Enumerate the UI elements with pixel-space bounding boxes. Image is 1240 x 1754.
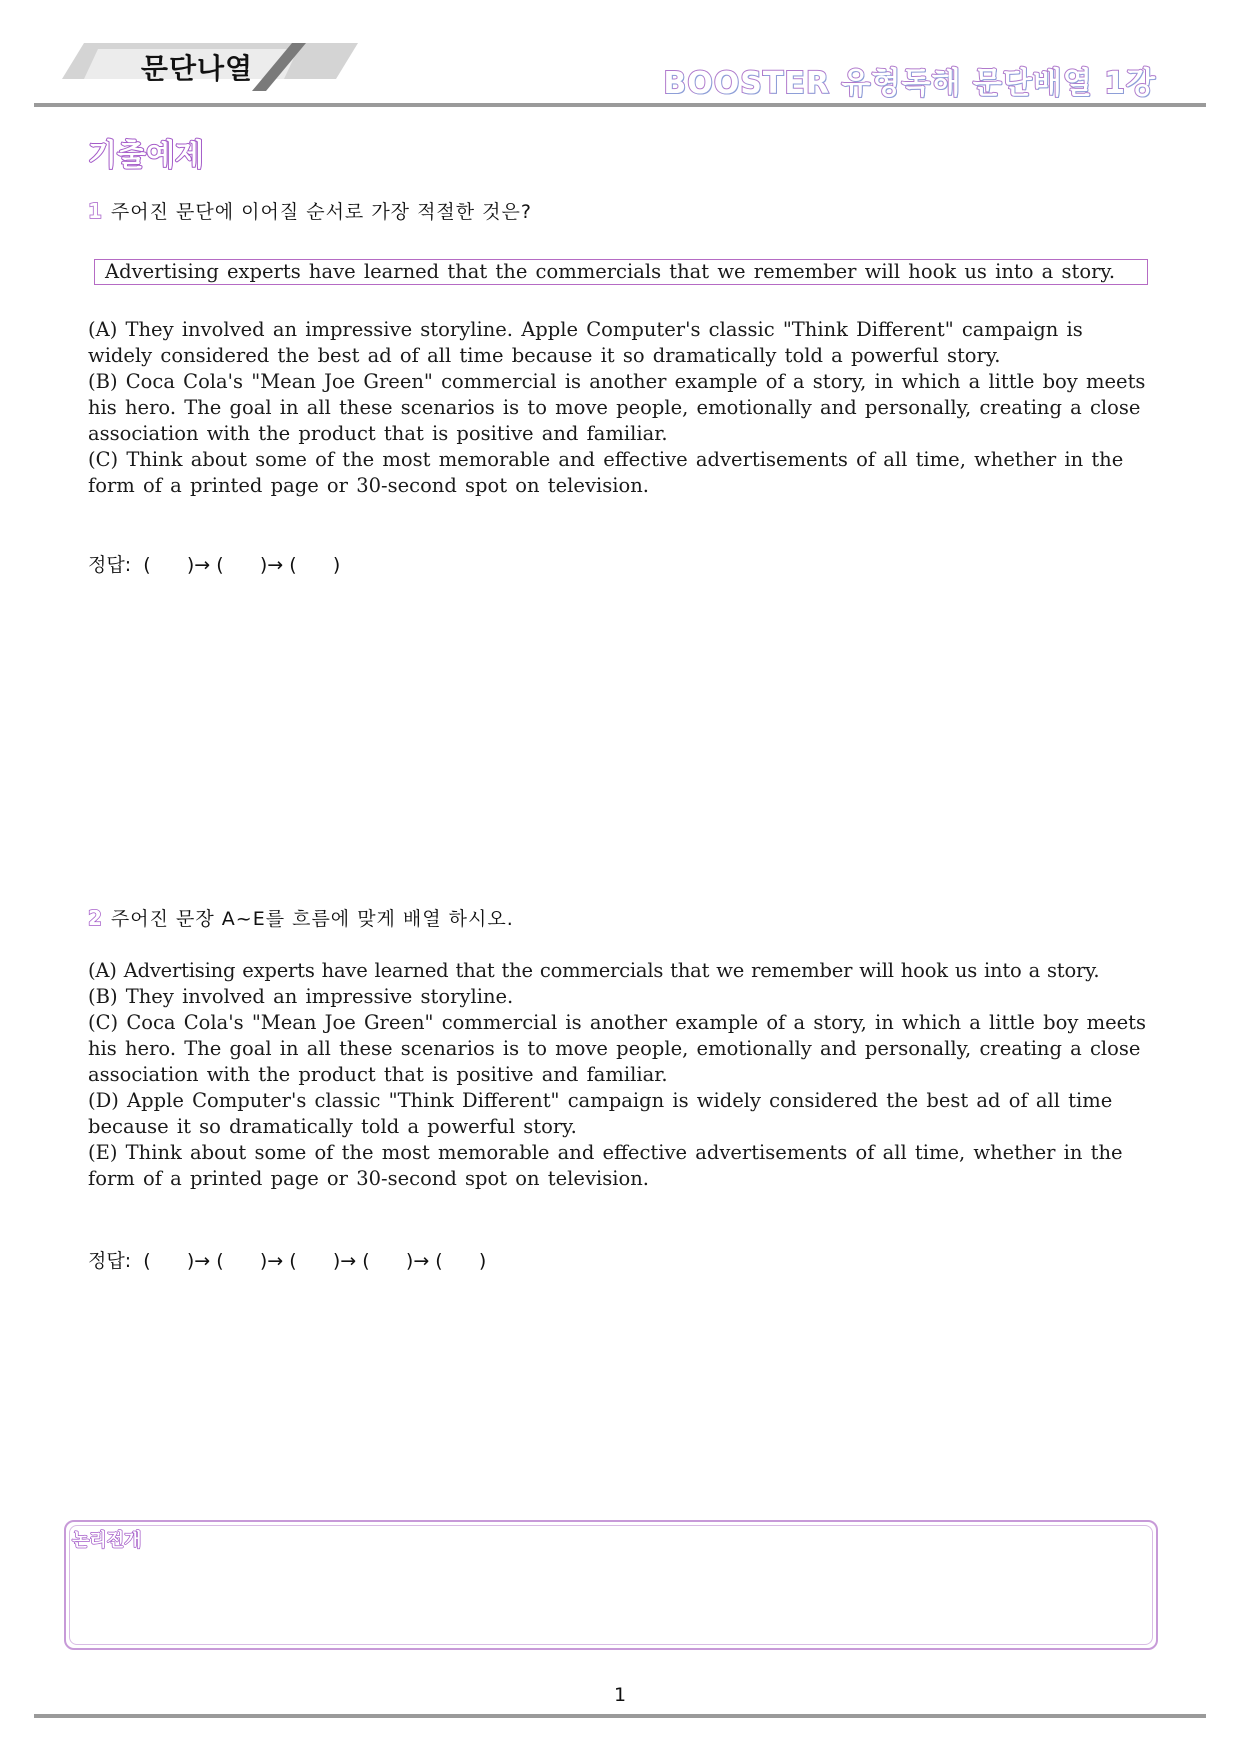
question2-sentence-a: (A) Advertising experts have learned that the commercials that we remember will hook us into a story. [88, 959, 1100, 982]
header-tab-label: 문단나열 [140, 52, 254, 85]
series-title: BOOSTER 유형독해 문단배열 1강 [663, 66, 1156, 101]
question2-sentence-c: (C) Coca Cola's "Mean Joe Green" commercial is another example of a story, in which a little boy meets his hero. The goal in all these scenarios is to move people, emotionally and personally, creating a close association with the product that is positive and familiar. [88, 1011, 1147, 1086]
notes-box[interactable] [64, 1520, 1158, 1650]
question1-answer-line: 정답: ( )→ ( )→ ( ) [88, 554, 341, 576]
question2-prompt-line [88, 904, 514, 931]
question2-answer-line: 정답: ( )→ ( )→ ( )→ ( )→ ( ) [88, 1250, 487, 1272]
question1-passage [88, 317, 1148, 499]
question2-passage [88, 958, 1168, 1192]
footer-divider [34, 1714, 1206, 1718]
question1-given-box: Advertising experts have learned that the commercials that we remember will hook us into a story. [94, 259, 1148, 285]
question1-prompt: 주어진 문단에 이어질 순서로 가장 적절한 것은? [110, 201, 532, 223]
question2-prompt: 주어진 문장 A~E를 흐름에 맞게 배열 하시오. [110, 908, 514, 930]
question1-paragraph-c: (C) Think about some of the most memorable and effective advertisements of all time, whether in the form of a printed page or 30-second spot on television. [88, 448, 1124, 497]
question2-sentence-e: (E) Think about some of the most memorable and effective advertisements of all time, whether in the form of a printed page or 30-second spot on television. [88, 1141, 1123, 1190]
notes-label: 논리전개 [72, 1530, 142, 1551]
section-title: 기출예제 [88, 138, 204, 173]
header-divider [34, 103, 1206, 107]
question2-sentence-d: (D) Apple Computer's classic "Think Different" campaign is widely considered the best ad of all time because it so dramatically told a powerful story. [88, 1089, 1113, 1138]
question1-paragraph-a: (A) They involved an impressive storyline. Apple Computer's classic "Think Different" campaign is widely considered the best ad of all time because it so dramatically told a powerful story. [88, 318, 1083, 367]
page-number: 1 [613, 1684, 627, 1706]
question2-sentence-b: (B) They involved an impressive storyline. [88, 985, 514, 1008]
question1-prompt-line [88, 197, 532, 224]
question1-number: 1 [88, 199, 103, 223]
header-tab [62, 43, 358, 93]
question2-number: 2 [88, 906, 103, 930]
question1-paragraph-b: (B) Coca Cola's "Mean Joe Green" commercial is another example of a story, in which a little boy meets his hero. The goal in all these scenarios is to move people, emotionally and personally, creating a close association with the product that is positive and familiar. [88, 370, 1146, 445]
